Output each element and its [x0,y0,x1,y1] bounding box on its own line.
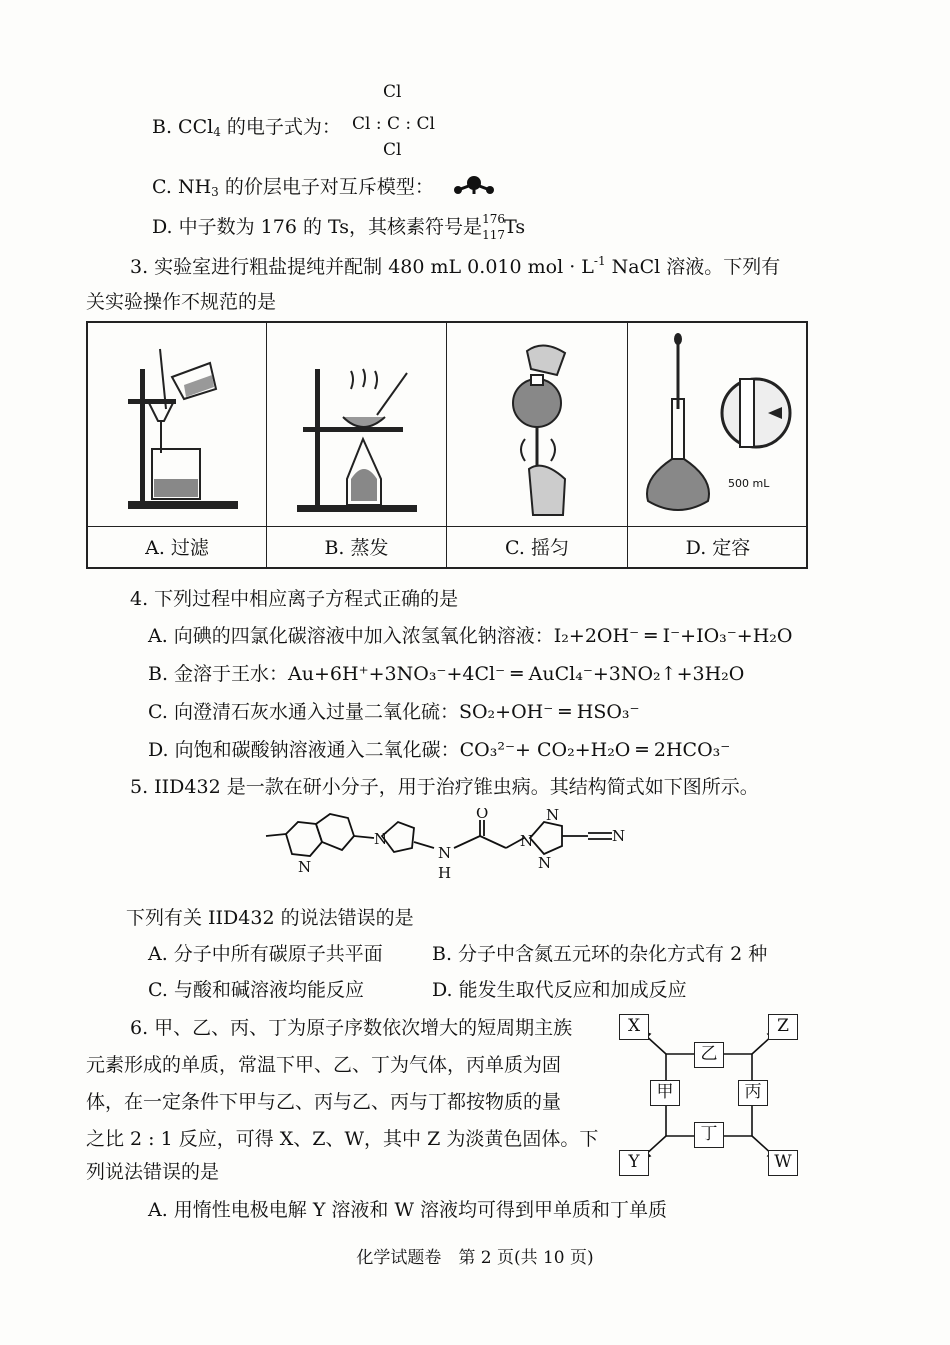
atom-nh-h: H [438,864,452,882]
shaking-icon [447,329,627,525]
q6-box-z: Z [768,1014,798,1040]
lewis-cl-bottom: Cl [383,140,402,160]
q6-line-1: 6. 甲、乙、丙、丁为原子序数依次增大的短周期主族 [130,1017,573,1039]
q5-option-a: A. 分子中所有碳原子共平面 [148,943,383,965]
flask-label: 500 mL [728,477,770,490]
q5-option-c: C. 与酸和碱溶液均能反应 [148,979,364,1001]
q3-cell-a [88,323,267,569]
q6-box-jia: 甲 [650,1080,680,1106]
q6-option-a: A. 用惰性电极电解 Y 溶液和 W 溶液均可得到甲单质和丁单质 [148,1199,668,1221]
q2-option-b: B. CCl$_4$ 的电子式为： [152,116,341,139]
q6-box-yi: 乙 [694,1042,724,1068]
q6-box-bing: 丙 [738,1080,768,1106]
q3-stem-line1: 3. 实验室进行粗盐提纯并配制 480 mL 0.010 mol · $L^{-1}$ NaCl 溶液。下列有 [130,254,781,278]
q6-line-2: 元素形成的单质，常温下甲、乙、丁为气体，丙单质为固 [86,1054,562,1076]
vsepr-model-icon [452,172,496,198]
q3-apparatus-table [86,321,808,569]
lewis-cl-top: Cl [383,82,402,102]
molecule-structure [262,808,632,892]
q5-stem: 5. IID432 是一款在研小分子，用于治疗锥虫病。其结构简式如下图所示。 [130,776,759,798]
lewis-middle: Cl : C : Cl [352,114,435,134]
q6-box-x: X [619,1014,649,1040]
atom-n3: N [546,808,560,824]
q5-option-b: B. 分子中含氮五元环的杂化方式有 2 种 [432,943,768,965]
q3-cell-c [447,323,628,569]
q3-cell-d [628,323,808,569]
q5-question: 下列有关 IID432 的说法错误的是 [126,907,414,929]
q3-option-c: C. 摇匀 [447,526,627,569]
q6-line-5: 列说法错误的是 [86,1161,220,1183]
q3-cell-b [267,323,447,569]
q2-option-c: C. $NH_3$ 的价层电子对互斥模型： [152,176,434,199]
q4-option-b: B. 金溶于王水：Au+6H⁺+3NO₃⁻+4Cl⁻ ═ AuCl₄⁻+3NO₂↑+3H₂O [148,663,745,685]
atom-cn: N [612,827,626,845]
q4-option-d: D. 向饱和碳酸钠溶液通入二氧化碳：CO₃²⁻+ CO₂+H₂O ═ 2HCO₃⁻ [148,739,731,761]
atom-n4: N [520,832,534,850]
q3-option-b: B. 蒸发 [267,526,446,569]
page-footer: 化学试题卷 第 2 页(共 10 页) [356,1248,594,1268]
atom-n5: N [538,854,552,872]
q4-option-a: A. 向碘的四氯化碳溶液中加入浓氢氧化钠溶液：I₂+2OH⁻ ═ I⁻+IO₃⁻+H₂O [148,625,793,647]
q6-line-3: 体，在一定条件下甲与乙、丙与乙、丙与丁都按物质的量 [86,1091,562,1113]
q4-option-c: C. 向澄清石灰水通入过量二氧化硫：SO₂+OH⁻ ═ HSO₃⁻ [148,701,640,723]
q6-line-4: 之比 2 : 1 反应，可得 X、Z、W，其中 Z 为淡黄色固体。下 [86,1128,599,1150]
atom-n1: N [298,858,312,876]
evaporation-icon [267,329,445,525]
q2-option-d: D. 中子数为 176 的 Ts，其核素符号是 176 117 Ts [152,212,526,242]
q3-option-d: D. 定容 [628,526,808,569]
atom-nh-n: N [438,844,452,862]
atom-n2: N [374,830,388,848]
q4-stem: 4. 下列过程中相应离子方程式正确的是 [130,588,459,610]
q6-box-y: Y [619,1150,649,1176]
q6-box-ding: 丁 [694,1122,724,1148]
filtration-icon [88,329,264,525]
q3-stem-line2: 关实验操作不规范的是 [86,291,277,313]
q3-option-a: A. 过滤 [88,526,266,569]
q6-box-w: W [768,1150,798,1176]
q5-option-d: D. 能发生取代反应和加成反应 [432,979,687,1001]
atom-o: O [476,808,489,822]
volumetric-flask-icon [628,329,806,525]
